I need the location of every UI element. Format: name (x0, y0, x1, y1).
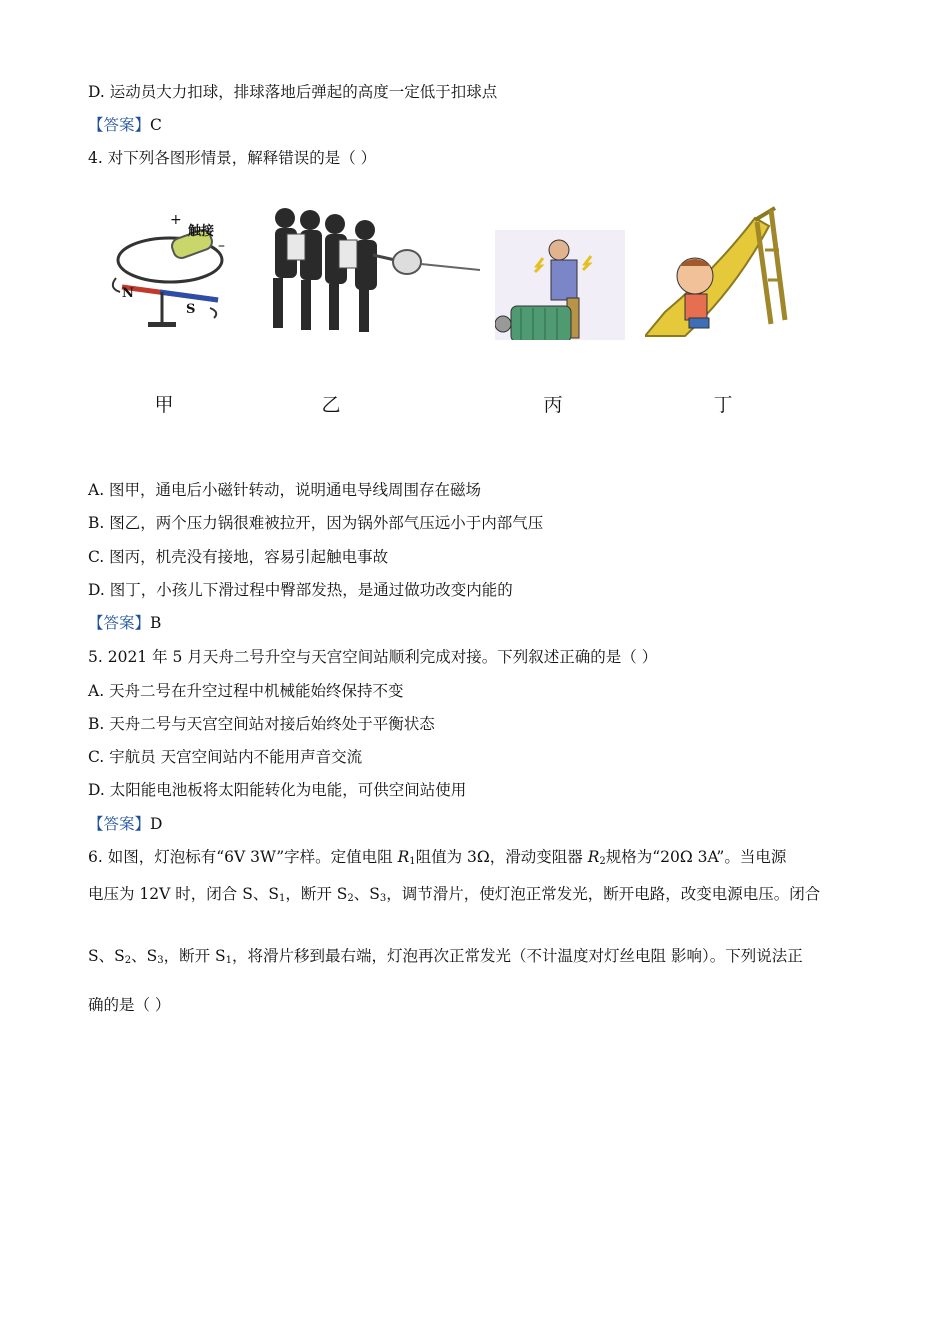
q6-l3-part4: ，将滑片移到最右端，灯泡再次正常发光（不计温度对灯丝电阻 影响）。下列说法正 (232, 947, 803, 965)
resistor-symbol: R (397, 848, 410, 866)
subscript: 2 (124, 955, 132, 966)
q6-l2-part3: 、S (353, 885, 380, 903)
jia-s-label: S (186, 302, 196, 317)
q6-l2-part1: 电压为 12V 时，闭合 S、S (88, 885, 279, 903)
subscript: 2 (599, 856, 606, 867)
q3-option-d: D. 运动员大力扣球，排球落地后弹起的高度一定低于扣球点 (88, 83, 498, 101)
q6-line-4: 确的是（ ） (88, 996, 171, 1014)
subscript: 3 (157, 955, 164, 966)
q5-option-b: B. 天舟二号与天宫空间站对接后始终处于平衡状态 (88, 715, 435, 733)
q4-option-b: B. 图乙，两个压力锅很难被拉开，因为锅外部气压远小于内部气压 (88, 514, 544, 532)
subscript: 1 (278, 893, 286, 904)
caption-bing: 丙 (543, 394, 563, 416)
caption-ding: 丁 (713, 394, 733, 416)
caption-jia: 甲 (154, 394, 174, 416)
q5-option-d: D. 太阳能电池板将太阳能转化为电能，可供空间站使用 (88, 781, 467, 799)
q6-l3-part3: ，断开 S (163, 947, 226, 965)
resistor-symbol: R (587, 848, 600, 866)
answer-value: C (150, 116, 162, 134)
q6-line-2 (88, 884, 820, 909)
q4-option-c: C. 图丙，机壳没有接地，容易引起触电事故 (88, 548, 389, 566)
subscript: 3 (379, 893, 387, 904)
q6-l2-part2: ，断开 S (285, 885, 348, 903)
q5-option-c: C. 宇航员 天宫空间站内不能用声音交流 (88, 748, 363, 766)
subscript: 1 (225, 955, 233, 966)
q6-l2-part4: ，调节滑片，使灯泡正常发光，断开电路，改变电源电压。闭合 (386, 885, 821, 903)
motor-shock-illustration (495, 200, 635, 340)
q5-option-a: A. 天舟二号在升空过程中机械能始终保持不变 (88, 682, 404, 700)
figure-bing (495, 200, 635, 416)
q6-l1-part3: 规格为“20Ω 3A”。当电源 (605, 848, 787, 866)
answer-value: D (150, 815, 163, 833)
q4-answer (88, 613, 161, 633)
figure-yi (255, 200, 485, 416)
subscript: 2 (347, 893, 354, 904)
q4-figures (100, 200, 820, 430)
jia-minus-label: – (218, 238, 225, 254)
q6-l1-part1: 6. 如图，灯泡标有“6V 3W”字样。定值电阻 (88, 848, 398, 866)
answer-value: B (150, 614, 162, 632)
tug-of-war-illustration (255, 200, 485, 340)
figure-jia (100, 200, 240, 416)
q6-l3-part2: 、S (131, 947, 158, 965)
answer-tag: 【答案】 (88, 614, 151, 632)
q4-stem: 4. 对下列各图形情景，解释错误的是（ ） (88, 149, 377, 167)
q5-stem: 5. 2021 年 5 月天舟二号升空与天宫空间站顺利完成对接。下列叙述正确的是（ ） (88, 648, 658, 666)
q4-option-a: A. 图甲，通电后小磁针转动，说明通电导线周围存在磁场 (88, 481, 482, 499)
answer-tag: 【答案】 (88, 116, 151, 134)
jia-plus-label: + (170, 212, 182, 228)
q6-l1-part2: 阻值为 3Ω，滑动变阻器 (415, 848, 588, 866)
jia-touch-label: 触接 (188, 224, 215, 239)
q6-line-1 (88, 847, 786, 872)
q6-l3-part1: S、S (88, 947, 125, 965)
jia-n-label: N (122, 286, 134, 301)
q5-answer (88, 814, 162, 834)
figure-ding (645, 200, 805, 416)
q4-option-d: D. 图丁，小孩儿下滑过程中臀部发热，是通过做功改变内能的 (88, 581, 513, 599)
subscript: 1 (409, 856, 416, 867)
q3-answer (88, 115, 162, 135)
q6-line-3 (88, 946, 803, 971)
caption-yi: 乙 (321, 394, 341, 416)
answer-tag: 【答案】 (88, 815, 151, 833)
slide-child-illustration (645, 200, 805, 340)
